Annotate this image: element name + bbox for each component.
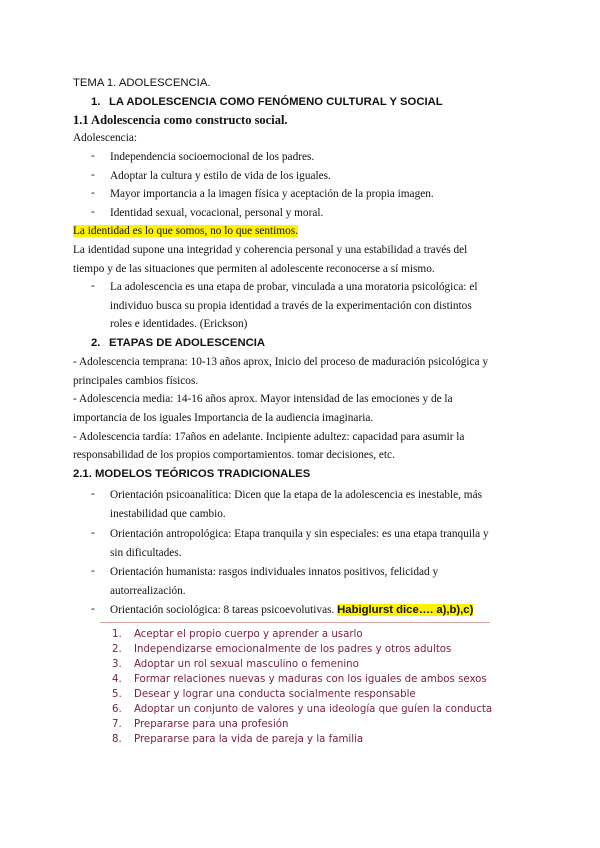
etapas-line: responsabilidad de los propios comportamientos. tomar decisiones, etc. [73,449,395,461]
modelo-line: Orientación antropológica: Etapa tranquila y sin especiales: es una etapa tranquila y [110,528,489,540]
section-2-number: 2. [91,337,101,349]
erickson-line: roles e identidades. (Erickson) [110,318,248,330]
bullet-dash: - [91,169,95,181]
tareas-image [100,622,493,750]
etapas-line: - Adolescencia media: 14-16 años aprox. Mayor intensidad de las emociones y de la [73,393,453,405]
list-item: Adoptar la cultura y estilo de vida de los iguales. [110,170,331,182]
identity-highlight [73,224,298,238]
sociologica-line [110,603,473,617]
modelo-line: Orientación humanista: rasgos individuales innatos positivos, felicidad y [110,566,439,578]
sociologica-highlight: Habiglurst dice…. a),b),c) [337,604,474,616]
list-item: 2. Independizarse emocionalmente de los padres y otros adultos [112,644,452,655]
bullet-dash: - [91,603,95,615]
identity-paragraph-line: tiempo y de las situaciones que permiten al adolescente reconocerse a sí mismo. [73,263,435,275]
section-2-text: ETAPAS DE ADOLESCENCIA [109,337,266,349]
modelo-line: autorrealización. [110,585,186,597]
list-item: 8. Prepararse para la vida de pareja y la familia [112,734,364,745]
bullet-dash: - [91,527,95,539]
bullet-dash: - [91,150,95,162]
etapas-line: - Adolescencia temprana: 10-13 años aprox, Inicio del proceso de maduración psicológica y [73,356,489,368]
list-item: 6. Adoptar un conjunto de valores y una ideología que guíen la conducta [112,704,493,715]
erickson-line: individuo busca su propia identidad a través de la experimentación con distintos [110,300,472,312]
list-item: 3. Adoptar un rol sexual masculino o femenino [112,659,359,670]
list-item: 7. Prepararse para una profesión [112,719,289,730]
section-1-number: 1. [91,96,101,108]
list-item: 5. Desear y lograr una conducta socialmente responsable [112,689,416,700]
bullet-dash: - [91,488,95,500]
list-item: 1. Aceptar el propio cuerpo y aprender a usarlo [112,629,363,640]
subsection-1-1-heading: 1.1 Adolescencia como constructo social. [73,113,288,127]
list-item: 4. Formar relaciones nuevas y maduras con los iguales de ambos sexos [112,674,487,685]
sociologica-text: Orientación sociológica: 8 tareas psicoevolutivas. [110,604,335,616]
modelo-line: inestabilidad que cambio. [110,508,226,520]
list-item: Identidad sexual, vocacional, personal y moral. [110,207,324,219]
section-1-heading [91,95,443,109]
etapas-line: principales cambios físicos. [73,375,199,387]
highlighted-text: La identidad es lo que somos, no lo que sentimos. [73,225,298,237]
identity-paragraph-line: La identidad supone una integridad y coherencia personal y una estabilidad a través del [73,244,468,256]
section-1-text: LA ADOLESCENCIA COMO FENÓMENO CULTURAL Y SOCIAL [109,96,443,108]
list-item: Independencia socioemocional de los padres. [110,151,315,163]
document-title: TEMA 1. ADOLESCENCIA. [73,77,211,89]
list-item: Mayor importancia a la imagen física y aceptación de la propia imagen. [110,188,434,200]
subsection-2-1-heading: 2.1. MODELOS TEÓRICOS TRADICIONALES [73,468,311,480]
modelo-line: sin dificultades. [110,547,182,559]
etapas-line: importancia de los iguales Importancia de la audiencia imaginaria. [73,412,374,424]
etapas-line: - Adolescencia tardía: 17años en adelante. Incipiente adultez: capacidad para asumir la [73,431,465,443]
section-2-heading [91,336,265,350]
modelo-line: Orientación psicoanalítica: Dicen que la etapa de la adolescencia es inestable, más [110,489,483,501]
bullet-dash: - [91,187,95,199]
bullet-dash: - [91,280,95,292]
bullet-dash: - [91,206,95,218]
adolescencia-label: Adolescencia: [73,132,137,144]
bullet-dash: - [91,565,95,577]
erickson-line: La adolescencia es una etapa de probar, vinculada a una moratoria psicológica: el [110,281,478,293]
image-top-rule [100,622,490,623]
